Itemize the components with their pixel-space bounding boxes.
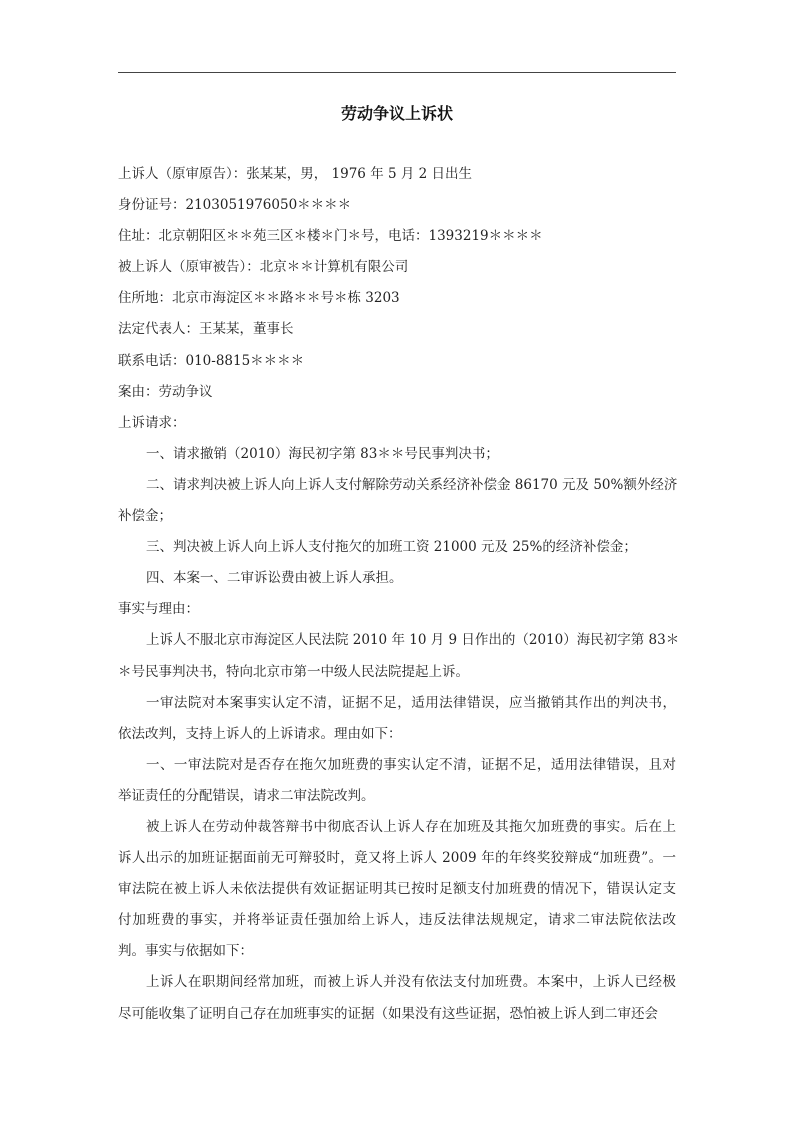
document-body bbox=[118, 164, 680, 1035]
text-line: 联系电话：010-8815＊＊＊＊ bbox=[118, 352, 305, 369]
paragraph bbox=[118, 972, 676, 1034]
text-line: 补偿金； bbox=[118, 508, 172, 525]
text-line: 住所地：北京市海淀区＊＊路＊＊号＊栋 3203 bbox=[118, 290, 400, 307]
paragraph bbox=[118, 288, 676, 319]
text-line: 二、请求判决被上诉人向上诉人支付解除劳动关系经济补偿金 86170 元及 50%额外经济 bbox=[146, 476, 678, 493]
paragraph bbox=[118, 319, 676, 350]
text-line: 事实与理由： bbox=[118, 601, 199, 618]
paragraph bbox=[118, 413, 676, 444]
text-line: 案由：劳动争议 bbox=[118, 383, 213, 400]
paragraph bbox=[118, 226, 676, 257]
text-line: ＊号民事判决书，特向北京市第一中级人民法院提起上诉。 bbox=[118, 663, 469, 680]
text-line: 举证责任的分配错误，请求二审法院改判。 bbox=[118, 787, 375, 804]
text-line: 尽可能收集了证明自己存在加班事实的证据（如果没有这些证据，恐怕被上诉人到二审还会 bbox=[118, 1005, 658, 1022]
paragraph bbox=[118, 444, 676, 475]
text-line: 被上诉人（原审被告）：北京＊＊计算机有限公司 bbox=[118, 259, 409, 276]
paragraph bbox=[118, 568, 676, 599]
text-line: 一、请求撤销（2010）海民初字第 83＊＊号民事判决书； bbox=[146, 445, 499, 462]
text-line: 依法改判，支持上诉人的上诉请求。理由如下： bbox=[118, 725, 402, 742]
paragraph bbox=[118, 164, 676, 195]
text-line: 被上诉人在劳动仲裁答辩书中彻底否认上诉人存在加班及其拖欠加班费的事实。后在上 bbox=[146, 818, 676, 835]
text-line: 上诉人不服北京市海淀区人民法院 2010 年 10 月 9 日作出的（2010）海民初字第 83＊ bbox=[146, 632, 680, 649]
text-line: 审法院在被上诉人未依法提供有效证据证明其已按时足额支付加班费的情况下，错误认定支 bbox=[118, 881, 676, 898]
text-line: 四、本案一、二审诉讼费由被上诉人承担。 bbox=[146, 570, 403, 587]
text-line: 上诉人（原审原告）：张某某，男， 1976 年 5 月 2 日出生 bbox=[118, 166, 473, 182]
text-line: 诉人出示的加班证据面前无可辩驳时，竟又将上诉人 2009 年的年终奖狡辩成“加班费”。一 bbox=[118, 850, 676, 867]
paragraph bbox=[118, 693, 676, 755]
paragraph bbox=[118, 537, 676, 568]
paragraph bbox=[118, 630, 680, 692]
text-line: 判。事实与依据如下： bbox=[118, 943, 253, 960]
paragraph bbox=[118, 195, 676, 226]
text-line: 法定代表人：王某某，董事长 bbox=[118, 321, 294, 338]
paragraph bbox=[118, 817, 676, 972]
text-line: 住址：北京朝阳区＊＊苑三区＊楼＊门＊号，电话：1393219＊＊＊＊ bbox=[118, 228, 543, 245]
text-line: 身份证号：2103051976050＊＊＊＊ bbox=[118, 197, 352, 214]
text-line: 付加班费的事实，并将举证责任强加给上诉人，违反法律法规规定，请求二审法院依法改 bbox=[118, 912, 676, 929]
text-line: 上诉请求： bbox=[118, 414, 186, 431]
paragraph bbox=[118, 351, 676, 382]
text-line: 一、一审法院对是否存在拖欠加班费的事实认定不清，证据不足，适用法律错误，且对 bbox=[146, 756, 676, 773]
paragraph bbox=[118, 257, 676, 288]
paragraph bbox=[118, 755, 676, 817]
document-title: 劳动争议上诉状 bbox=[340, 104, 453, 123]
paragraph bbox=[118, 382, 676, 413]
paragraph bbox=[118, 475, 676, 537]
text-line: 上诉人在职期间经常加班，而被上诉人并没有依法支付加班费。本案中，上诉人已经极 bbox=[146, 974, 676, 991]
header-rule bbox=[118, 72, 676, 73]
text-line: 三、判决被上诉人向上诉人支付拖欠的加班工资 21000 元及 25%的经济补偿金； bbox=[146, 539, 637, 556]
text-line: 一审法院对本案事实认定不清，证据不足，适用法律错误，应当撤销其作出的判决书， bbox=[146, 694, 676, 711]
paragraph bbox=[118, 599, 676, 630]
